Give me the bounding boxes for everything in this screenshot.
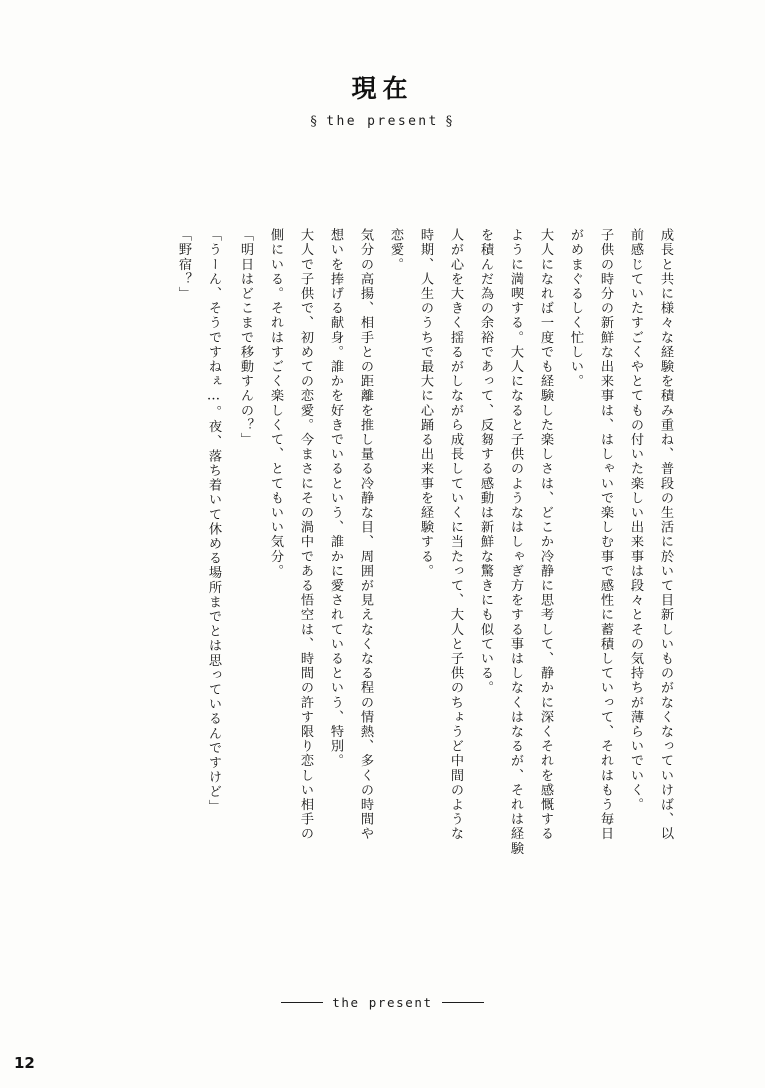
body-paragraph: 恋愛。 — [388, 228, 403, 272]
dialogue-line: 「野宿？」 — [176, 228, 191, 301]
footer-rule-left-icon — [281, 1002, 323, 1003]
body-text-area — [92, 228, 680, 928]
heading-block — [0, 74, 765, 129]
body-paragraph: 前感じていたすごくやとてもの付いた楽しい出来事は段々とその気持ちが薄らいでいく。 — [628, 228, 643, 812]
footer-rule-right-icon — [442, 1002, 484, 1003]
page-number: 12 — [14, 1054, 35, 1072]
footer-caption — [0, 995, 765, 1010]
body-paragraph: 気分の高揚、相手との距離を推し量る冷静な目、周囲が見えなくなる程の情熱、多くの時間や — [358, 228, 373, 842]
body-paragraph: 人が心を大きく揺るがしながら成長していくに当たって、大人と子供のちょうど中間のような — [448, 228, 463, 842]
section-mark-right-icon: § — [445, 114, 455, 129]
body-paragraph: がめまぐるしく忙しい。 — [568, 228, 583, 389]
body-paragraph: 大人になれば一度でも経験した楽しさは、どこか冷静に思考して、静かに深くそれを感慨する — [538, 228, 553, 842]
footer-label: the present — [332, 995, 433, 1010]
body-paragraph: ように満喫する。大人になると子供のようなはしゃぎ方をする事はしなくはなるが、それは経験 — [508, 228, 523, 856]
dialogue-line: 「うーん、そうですねぇ…。夜、落ち着いて休める場所までとは思っているんですけど」 — [206, 228, 221, 814]
vertical-text-column — [92, 228, 680, 928]
page-subtitle — [0, 114, 765, 129]
page-title: 現在 — [351, 74, 414, 103]
body-paragraph: 成長と共に様々な経験を積み重ね、普段の生活に於いて目新しいものがなくなっていけば、以 — [658, 228, 673, 842]
body-paragraph: 時期、人生のうちで最大に心踊る出来事を経験する。 — [418, 228, 433, 579]
page-subtitle-text: the present — [326, 114, 439, 129]
body-paragraph: 側にいる。それはすごく楽しくて、とてもいい気分。 — [268, 228, 283, 579]
section-mark-left-icon: § — [310, 114, 320, 129]
dialogue-line: 「明日はどこまで移動すんの？」 — [238, 228, 253, 447]
body-paragraph: 大人で子供で、初めての恋愛。今まさにその渦中である悟空は、時間の許す限り恋しい相手の — [298, 228, 313, 842]
body-paragraph: を積んだ為の余裕であって、反芻する感動は新鮮な驚きにも似ている。 — [478, 228, 493, 696]
body-paragraph: 想いを捧げる献身。誰かを好きでいるという、誰かに愛されているという、特別。 — [328, 228, 343, 769]
body-paragraph: 子供の時分の新鮮な出来事は、はしゃいで楽しむ事で感性に蓄積していって、それはもう毎日 — [598, 228, 613, 842]
